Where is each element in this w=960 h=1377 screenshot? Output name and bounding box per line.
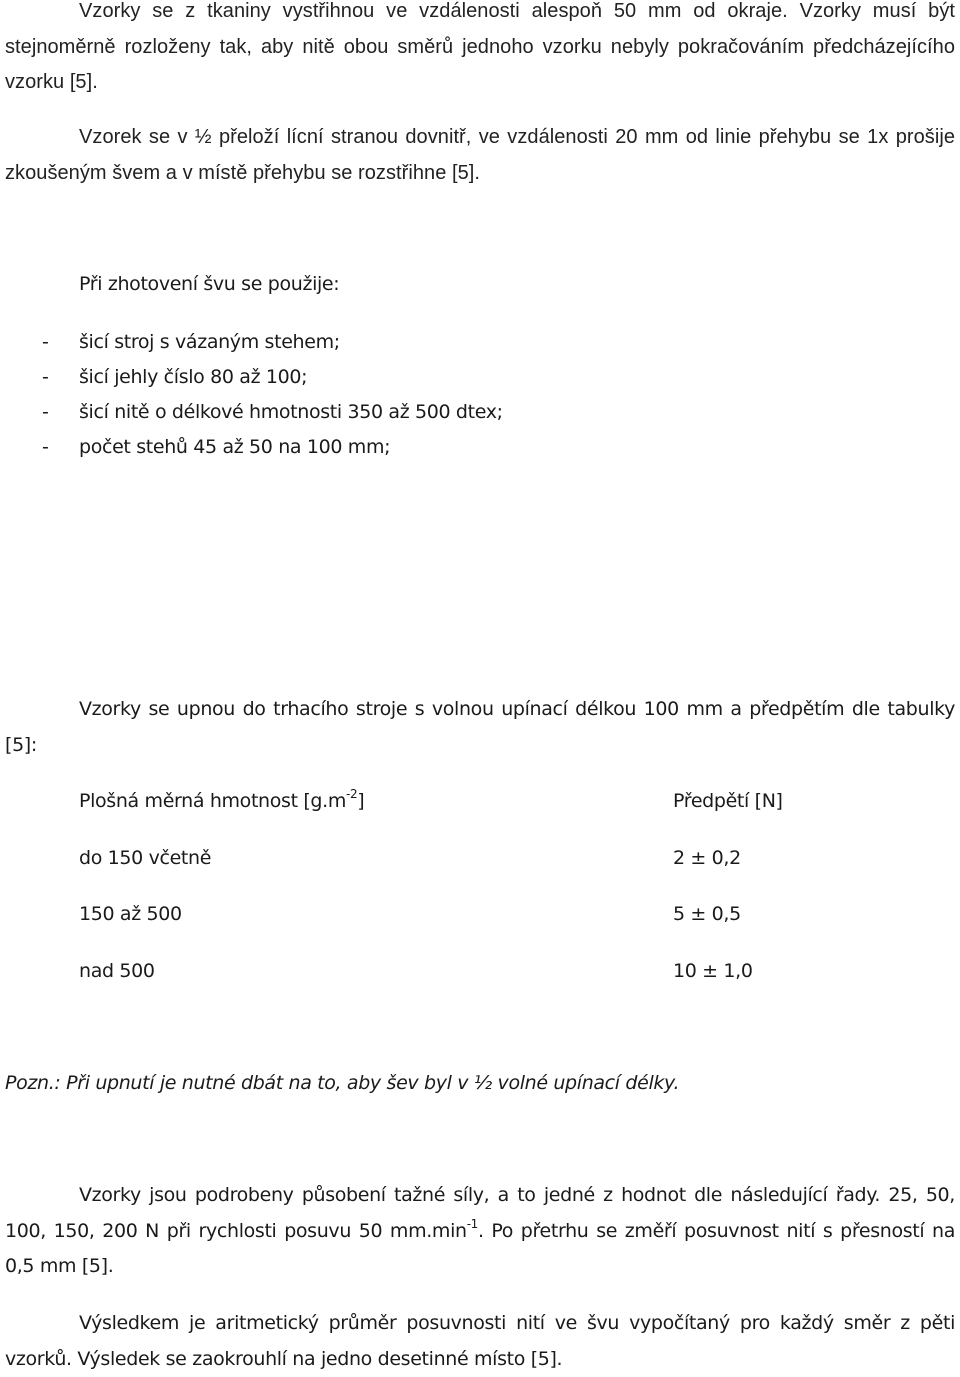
list-item-text: počet stehů 45 až 50 na 100 mm;: [79, 436, 391, 458]
list-item-text: šicí jehly číslo 80 až 100;: [79, 366, 308, 388]
list-dash: -: [42, 436, 49, 458]
paragraph-seam-intro: Při zhotovení švu se použije:: [79, 273, 340, 295]
paragraph-tensile-force: Vzorky jsou podrobeny působení tažné síly, a to jedné z hodnot dle následující řady. 25, 50, 100, 150, 200 N při rychlosti posuvu 50 $mm.\min^{-1}$. Po přetrhu se změří posuvnost nití s přesností na 0,5 mm [5].: [5, 1184, 955, 1277]
table-cell-pretension: 2 ± 0,2: [673, 846, 741, 869]
list-item-text: šicí nitě o délkové hmotnosti 350 až 500 dtex;: [79, 401, 503, 423]
paragraph-result: Výsledkem je aritmetický průměr posuvnosti nití ve švu vypočítaný pro každý směr z pěti vzorků. Výsledek se zaokrouhlí na jedno desetinné místo [5].: [5, 1312, 955, 1370]
table-header-mass: Plošná měrná hmotnost $[g.m^{-2}]$: [79, 787, 365, 812]
paragraph-clamping: Vzorky se upnou do trhacího stroje s volnou upínací délkou 100 mm a předpětím dle tabulky [5]:: [5, 698, 955, 756]
note-text: Při upnutí je nutné dbát na to, aby šev byl v ½ volné upínací délky.: [60, 1072, 680, 1094]
clamping-note: [5, 1065, 679, 1101]
table-cell-mass: do 150 včetně: [79, 846, 212, 869]
table-header-pretension: Předpětí [N]: [673, 790, 783, 812]
note-label: Pozn.:: [5, 1072, 61, 1094]
table-cell-pretension: 5 ± 0,5: [673, 903, 741, 925]
table-cell-mass: 150 až 500: [79, 903, 182, 925]
paragraph-sample-folding: Vzorek se v ½ přeloží lícní stranou dovnitř, ve vzdálenosti 20 mm od linie přehybu se 1x prošije zkoušeným švem a v místě přehybu se rozstřihne [5].: [5, 126, 955, 184]
table-cell-mass: nad 500: [79, 959, 155, 982]
list-dash: -: [42, 401, 49, 423]
table-cell-pretension: 10 ± 1,0: [673, 959, 753, 982]
paragraph-sample-cutting: Vzorky se z tkaniny vystřihnou ve vzdálenosti alespoň 50 mm od okraje. Vzorky musí být stejnoměrně rozloženy tak, aby nitě obou směrů jednoho vzorku nebyly pokračováním předcházejícího vzorku [5].: [5, 0, 955, 93]
list-dash: -: [42, 331, 49, 353]
list-dash: -: [42, 366, 49, 388]
list-item-text: šicí stroj s vázaným stehem;: [79, 331, 340, 353]
